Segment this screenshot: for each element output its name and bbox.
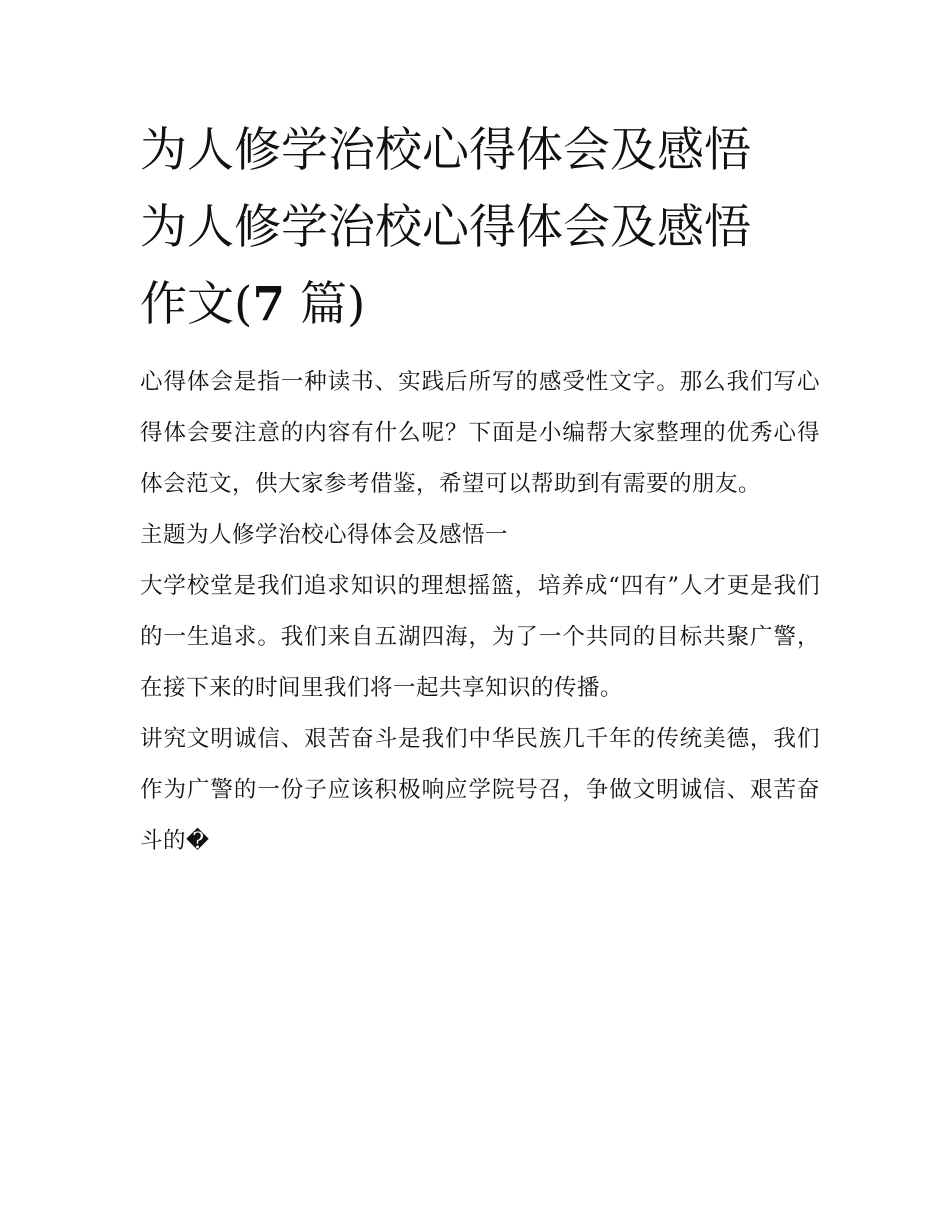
title-line-3-prefix: 作文(: [140, 277, 253, 332]
title-line-3-number: 7: [252, 277, 286, 332]
document-body: [140, 112, 820, 867]
intro-paragraph: 心得体会是指一种读书、实践后所写的感受性文字。那么我们写心得体会要注意的内容有什么呢？下面是小编帮大家整理的优秀心得体会范文，供大家参考借鉴，希望可以帮助到有需要的朋友。: [140, 369, 820, 497]
body-paragraph-1: 大学校堂是我们追求知识的理想摇篮，培养成“四有”人才更是我们的一生追求。我们来自五湖四海，为了一个共同的目标共聚广警，在接下来的时间里我们将一起共享知识的传播。: [140, 573, 820, 701]
body-paragraph-2: 讲究文明诚信、艰苦奋斗是我们中华民族几千年的传统美德，我们作为广警的一份子应该积极响应学院号召，争做文明诚信、艰苦奋斗的�: [140, 726, 820, 854]
section-heading: 主题为人修学治校心得体会及感悟一: [140, 522, 509, 548]
document-title: [140, 112, 820, 343]
title-line-2: 为人修学治校心得体会及感悟: [140, 200, 751, 255]
title-line-1: 为人修学治校心得体会及感悟: [140, 123, 751, 178]
title-line-3-suffix: 篇): [285, 277, 366, 332]
